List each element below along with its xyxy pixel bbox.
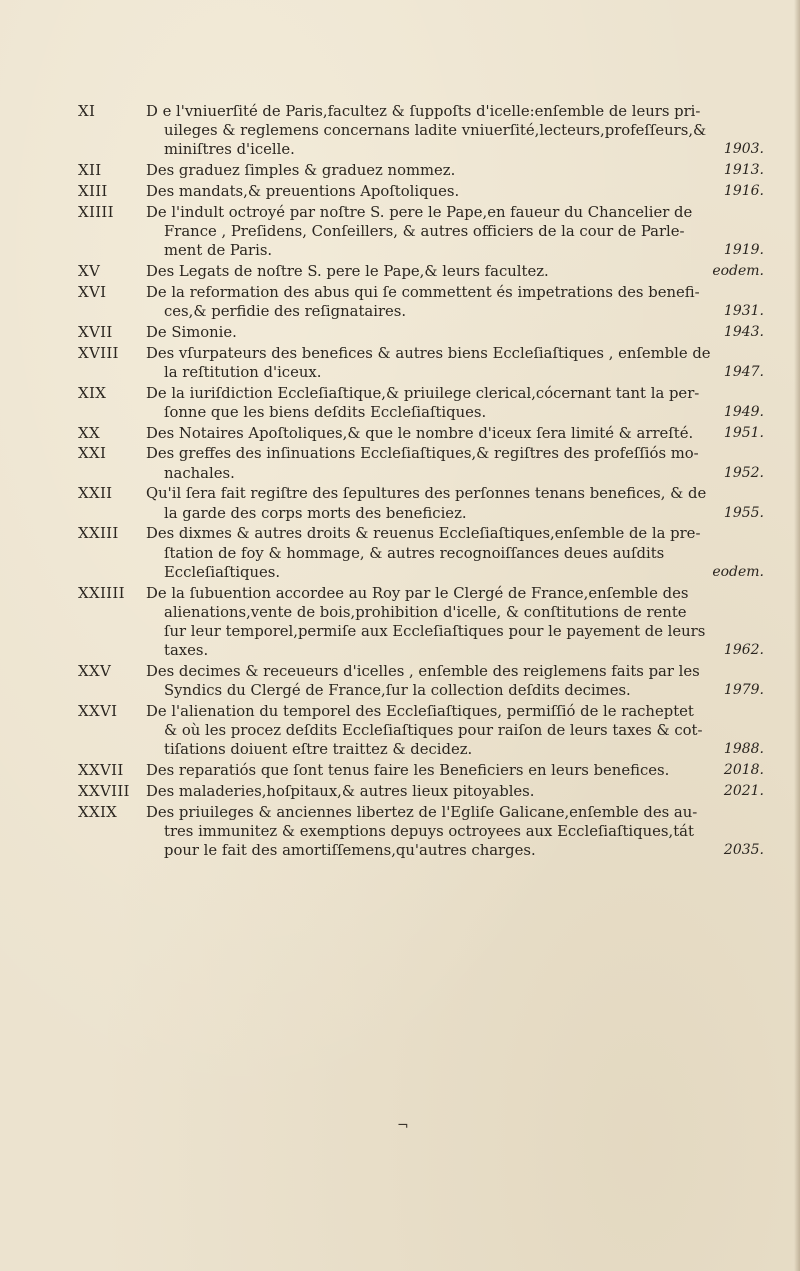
- toc-entry: [78, 182, 778, 201]
- chapter-numeral: XI: [78, 102, 96, 120]
- chapter-title: [146, 323, 778, 342]
- title-line: De la iuriſdiction Eccleſiaſtique,& priuilege clerical,cócernant tant la per-: [146, 384, 700, 402]
- title-line-text: la reſtitution d'iceux.: [164, 363, 322, 381]
- toc-entry: [78, 161, 778, 180]
- chapter-title: [146, 702, 778, 760]
- title-line: Qu'il ſera fait regiſtre des ſepultures des perſonnes tenans benefices, & de: [146, 485, 707, 503]
- page-number: 1955.: [723, 504, 764, 521]
- chapter-title: [146, 283, 778, 321]
- page-number: 1919.: [723, 242, 764, 259]
- chapter-title: [146, 761, 778, 780]
- title-line-with-page: [146, 782, 764, 801]
- chapter-title: [146, 524, 778, 582]
- toc-entry: [78, 761, 778, 780]
- title-line-text: Des Legats de noſtre S. pere le Pape,& leurs facultez.: [146, 263, 549, 280]
- title-line-with-page: [146, 262, 764, 281]
- page-number: 2021.: [723, 783, 764, 799]
- toc-entry: [78, 283, 778, 321]
- chapter-title: [146, 662, 778, 700]
- chapter-numeral: XV: [78, 262, 101, 280]
- title-line-with-page: [146, 641, 764, 660]
- title-line: France , Preſidens, Conſeillers, & autres officiers de la cour de Parle-: [164, 223, 685, 240]
- entry-spacer: [78, 860, 778, 862]
- chapter-title: [146, 484, 778, 522]
- toc-entry: [78, 524, 778, 582]
- chapter-numeral: XXI: [78, 444, 107, 463]
- title-line: Des decimes & receueurs d'icelles , enſemble des reiglemens faits par les: [146, 663, 700, 680]
- page-number: 1947.: [723, 363, 764, 380]
- title-line: Des vſurpateurs des benefices & autres biens Eccleſiaſtiques , enſemble de: [146, 344, 711, 362]
- page-number: 1949.: [723, 403, 764, 420]
- page-number: eodem.: [712, 263, 764, 279]
- title-line-text: Des reparatiós que ſont tenus faire les Beneficiers en leurs benefices.: [146, 762, 670, 780]
- page-number: 1988.: [723, 741, 764, 758]
- chapter-title: [146, 102, 778, 160]
- stray-mark: ¬: [397, 1118, 409, 1134]
- title-line: Des dixmes & autres droits & reuenus Eccleſiaſtiques,enſemble de la pre-: [146, 525, 701, 543]
- title-line-text: ment de Paris.: [164, 242, 273, 260]
- title-line-text: taxes.: [164, 642, 209, 660]
- title-line-text: ſonne que les biens deſdits Eccleſiaſtiques.: [164, 403, 487, 421]
- title-line-with-page: [146, 241, 764, 260]
- title-line-text: la garde des corps morts des beneficiez.: [164, 504, 467, 522]
- toc-entry: [78, 323, 778, 342]
- chapter-title: [146, 203, 778, 261]
- chapter-numeral: XIII: [78, 182, 108, 200]
- toc-entry: [78, 702, 778, 760]
- title-line-with-page: [146, 563, 764, 582]
- page-number: 1903.: [723, 141, 764, 158]
- chapter-numeral: XVIII: [78, 343, 119, 362]
- toc-entry: [78, 203, 778, 261]
- page-number: 2035.: [723, 842, 764, 859]
- chapter-numeral: XXII: [78, 484, 113, 503]
- title-line-text: Des graduez ſimples & graduez nommez.: [146, 162, 456, 180]
- title-line-text: pour le fait des amortiſſemens,qu'autres charges.: [164, 842, 536, 860]
- title-line-with-page: [146, 323, 764, 342]
- title-line: Des greffes des inſinuations Eccleſiaſtiques,& regiſtres des profeſſiós mo-: [146, 445, 699, 463]
- toc-entry: [78, 262, 778, 281]
- title-line-with-page: [146, 841, 764, 860]
- title-line: Des priuileges & anciennes libertez de l'Egliſe Galicane,enſemble des au-: [146, 803, 698, 821]
- chapter-numeral: XIX: [78, 383, 107, 402]
- chapter-numeral: XXIII: [78, 524, 119, 543]
- title-line: & où les procez deſdits Eccleſiaſtiques pour raiſon de leurs taxes & cot-: [164, 722, 703, 740]
- toc-entry: [78, 782, 778, 801]
- title-line-text: Des maladeries,hoſpitaux,& autres lieux pitoyables.: [146, 783, 535, 800]
- title-line-text: Syndics du Clergé de France,ſur la collection deſdits decimes.: [164, 682, 631, 700]
- chapter-title: [146, 782, 778, 801]
- toc-entry: [78, 444, 778, 482]
- toc-entry: [78, 344, 778, 382]
- chapter-title: [146, 803, 778, 861]
- title-line-with-page: [146, 182, 764, 201]
- title-line-text: Des Notaires Apoſtoliques,& que le nombre d'iceux ſera limité & arreſté.: [146, 424, 694, 442]
- title-line: De la ſubuention accordee au Roy par le Clergé de France,enſemble des: [146, 584, 689, 602]
- page-number: eodem.: [712, 563, 764, 580]
- table-of-contents: [78, 102, 778, 862]
- chapter-numeral: XXIIII: [78, 583, 125, 602]
- chapter-title: [146, 384, 778, 422]
- title-line-text: Des mandats,& preuentions Apoſtoliques.: [146, 183, 460, 200]
- title-line-with-page: [146, 681, 764, 700]
- chapter-numeral: XXVI: [78, 702, 118, 720]
- chapter-numeral: XII: [78, 161, 102, 180]
- chapter-title: [146, 424, 778, 443]
- title-line: De l'indult octroyé par noſtre S. pere le Pape,en faueur du Chancelier de: [146, 203, 693, 221]
- chapter-numeral: XXIX: [78, 802, 118, 821]
- page-number: 1943.: [723, 323, 764, 340]
- title-line-with-page: [146, 424, 764, 443]
- page-edge-shadow: [794, 0, 800, 1271]
- title-line: De l'alienation du temporel des Eccleſiaſtiques, permiſſió de le racheptet: [146, 703, 694, 720]
- page-number: 1979.: [723, 682, 764, 699]
- page-number: 1916.: [723, 183, 764, 199]
- chapter-numeral: XXVII: [78, 761, 124, 780]
- page-number: 1913.: [723, 162, 764, 179]
- title-line-text: tiſations doiuent eſtre traittez & decidez.: [164, 741, 473, 759]
- title-line-with-page: [146, 761, 764, 780]
- chapter-title: [146, 344, 778, 382]
- title-line-with-page: [146, 740, 764, 759]
- chapter-numeral: XVI: [78, 282, 107, 301]
- title-line-with-page: [146, 302, 764, 321]
- title-line: uileges & reglemens concernans ladite vniuerſité,lecteurs,profeſſeurs,&: [164, 122, 707, 140]
- page-number: 1931.: [723, 303, 764, 319]
- page-number: 1951.: [723, 424, 764, 441]
- title-line: D e l'vniuerſité de Paris,facultez & ſuppoſts d'icelle:enſemble de leurs pri-: [146, 103, 701, 120]
- toc-entry: [78, 584, 778, 661]
- title-line-with-page: [146, 403, 764, 422]
- title-line-with-page: [146, 363, 764, 382]
- title-line: alienations,vente de bois,prohibition d'icelle, & conſtitutions de rente: [164, 603, 687, 621]
- title-line: tres immunitez & exemptions depuys octroyees aux Eccleſiaſtiques,tát: [164, 823, 694, 840]
- chapter-title: [146, 584, 778, 661]
- title-line: De la reformation des abus qui ſe commettent és impetrations des benefi-: [146, 283, 700, 301]
- title-line-text: nachales.: [164, 464, 235, 482]
- toc-entry: [78, 484, 778, 522]
- page-number: 1952.: [723, 464, 764, 481]
- toc-entry: [78, 384, 778, 422]
- chapter-numeral: XX: [78, 423, 100, 442]
- chapter-title: [146, 161, 778, 180]
- chapter-numeral: XVII: [78, 322, 113, 341]
- title-line-text: miniſtres d'icelle.: [164, 141, 295, 159]
- chapter-numeral: XXVIII: [78, 782, 130, 800]
- chapter-numeral: XXV: [78, 662, 112, 680]
- title-line-text: ces,& perfidie des reſignataires.: [164, 303, 407, 320]
- title-line-with-page: [146, 161, 764, 180]
- toc-entry: [78, 662, 778, 700]
- title-line-with-page: [146, 504, 764, 523]
- title-line-with-page: [146, 464, 764, 483]
- title-line: ſur leur temporel,permiſe aux Eccleſiaſtiques pour le payement de leurs: [164, 623, 706, 640]
- toc-entry: [78, 102, 778, 160]
- page-number: 1962.: [723, 642, 764, 659]
- chapter-title: [146, 444, 778, 482]
- title-line: ſtation de foy & hommage, & autres recognoiſſances deues auſdits: [164, 544, 665, 562]
- toc-entry: [78, 424, 778, 443]
- page-number: 2018.: [723, 762, 764, 779]
- chapter-title: [146, 262, 778, 281]
- title-line-with-page: [146, 140, 764, 159]
- title-line-text: De Simonie.: [146, 323, 237, 341]
- title-line-text: Eccleſiaſtiques.: [164, 563, 281, 581]
- chapter-title: [146, 182, 778, 201]
- toc-entry: [78, 803, 778, 861]
- chapter-numeral: XIIII: [78, 202, 114, 221]
